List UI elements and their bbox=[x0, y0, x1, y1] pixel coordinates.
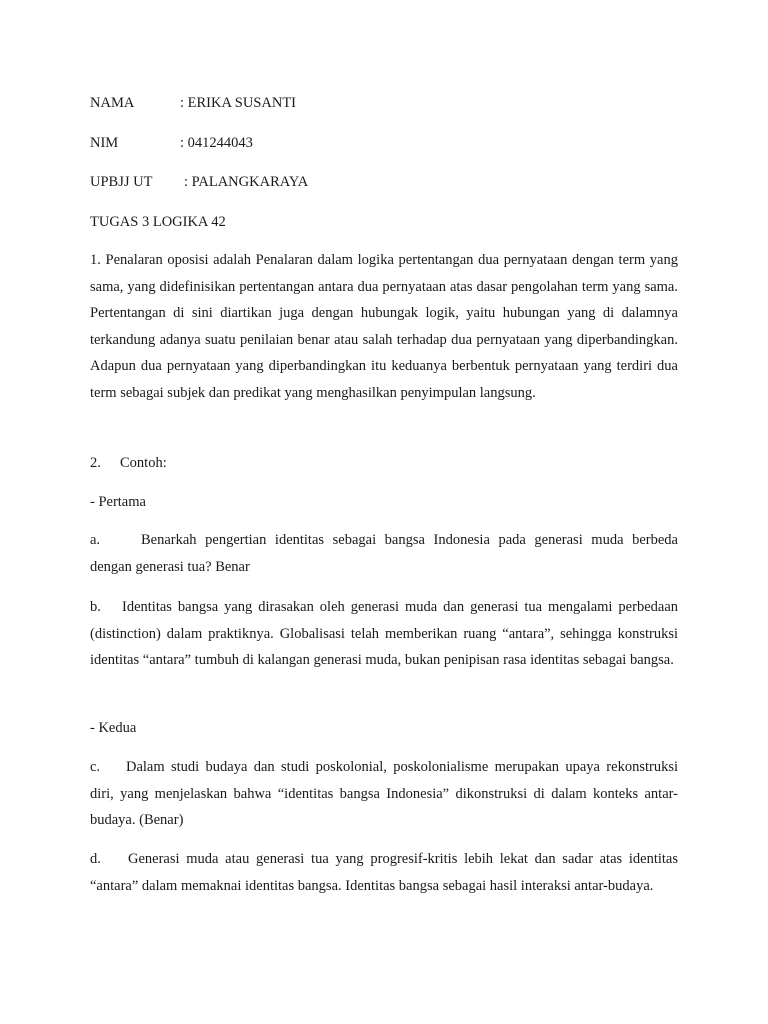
answer-2-number: 2. bbox=[90, 455, 101, 471]
item-a-marker: a. bbox=[90, 532, 101, 548]
upbjj-label: UPBJJ UT bbox=[90, 174, 153, 190]
item-b-marker: b. bbox=[90, 599, 101, 615]
item-c-marker: c. bbox=[90, 759, 101, 775]
upbjj-value: : PALANGKARAYA bbox=[184, 174, 309, 190]
answer-1-paragraph: 1. Penalaran oposisi adalah Penalaran dalam logika pertentangan dua pernyataan dengan term yang sama, yang didefinisikan pertentangan antara dua pernyataan atas dasar pengolahan term yang sama. Pertentangan di sini diartikan juga dengan hubungak logik, yaitu hubungan yang di dalamnya terkandung adanya suatu penilaian benar atau salah terhadap dua pernyataan yang diperbandingkan. Adapun dua pernyataan yang diperbandingkan itu keduanya berbentuk pernyataan yang terdiri dua term sebagai subjek dan predikat yang menghasilkan penyimpulan langsung. bbox=[90, 252, 678, 401]
nim-row bbox=[90, 133, 490, 153]
nim-label: NIM bbox=[90, 135, 119, 151]
item-c-text: Dalam studi budaya dan studi poskolonial, poskolonialisme merupakan upaya rekonstruksi diri, yang menjelaskan bahwa “identitas bangsa Indonesia” dikonstruksi di dalam konteks antar-budaya. (Benar) bbox=[90, 759, 678, 828]
item-a-text: Benarkah pengertian identitas sebagai bangsa Indonesia pada generasi muda berbeda dengan generasi tua? Benar bbox=[90, 532, 678, 575]
item-d-marker: d. bbox=[90, 851, 101, 867]
name-row bbox=[90, 93, 490, 113]
assignment-title: TUGAS 3 LOGIKA 42 bbox=[90, 214, 226, 230]
item-d-text: Generasi muda atau generasi tua yang progresif-kritis lebih lekat dan sadar atas identitas “antara” dalam memaknai identitas bangsa. Identitas bangsa sebagai hasil interaksi antar-budaya. bbox=[90, 851, 678, 894]
name-label: NAMA bbox=[90, 95, 135, 111]
answer-2-heading bbox=[90, 453, 390, 473]
item-b-text: Identitas bangsa yang dirasakan oleh generasi muda dan generasi tua mengalami perbedaan (distinction) dalam praktiknya. Globalisasi telah memberikan ruang “antara”, sehingga konstruksi identitas “antara” tumbuh di kalangan generasi muda, bukan penipisan rasa identitas sebagai bangsa. bbox=[90, 599, 678, 668]
item-b-paragraph bbox=[90, 594, 678, 674]
section-first-heading: - Pertama bbox=[90, 494, 146, 510]
item-c-paragraph bbox=[90, 754, 678, 834]
section-second-heading: - Kedua bbox=[90, 720, 137, 736]
answer-2-label: Contoh: bbox=[120, 455, 167, 471]
nim-value: : 041244043 bbox=[180, 135, 253, 151]
upbjj-row bbox=[90, 172, 490, 192]
item-a-paragraph bbox=[90, 527, 678, 580]
item-d-paragraph bbox=[90, 846, 678, 899]
name-value: : ERIKA SUSANTI bbox=[180, 95, 297, 111]
